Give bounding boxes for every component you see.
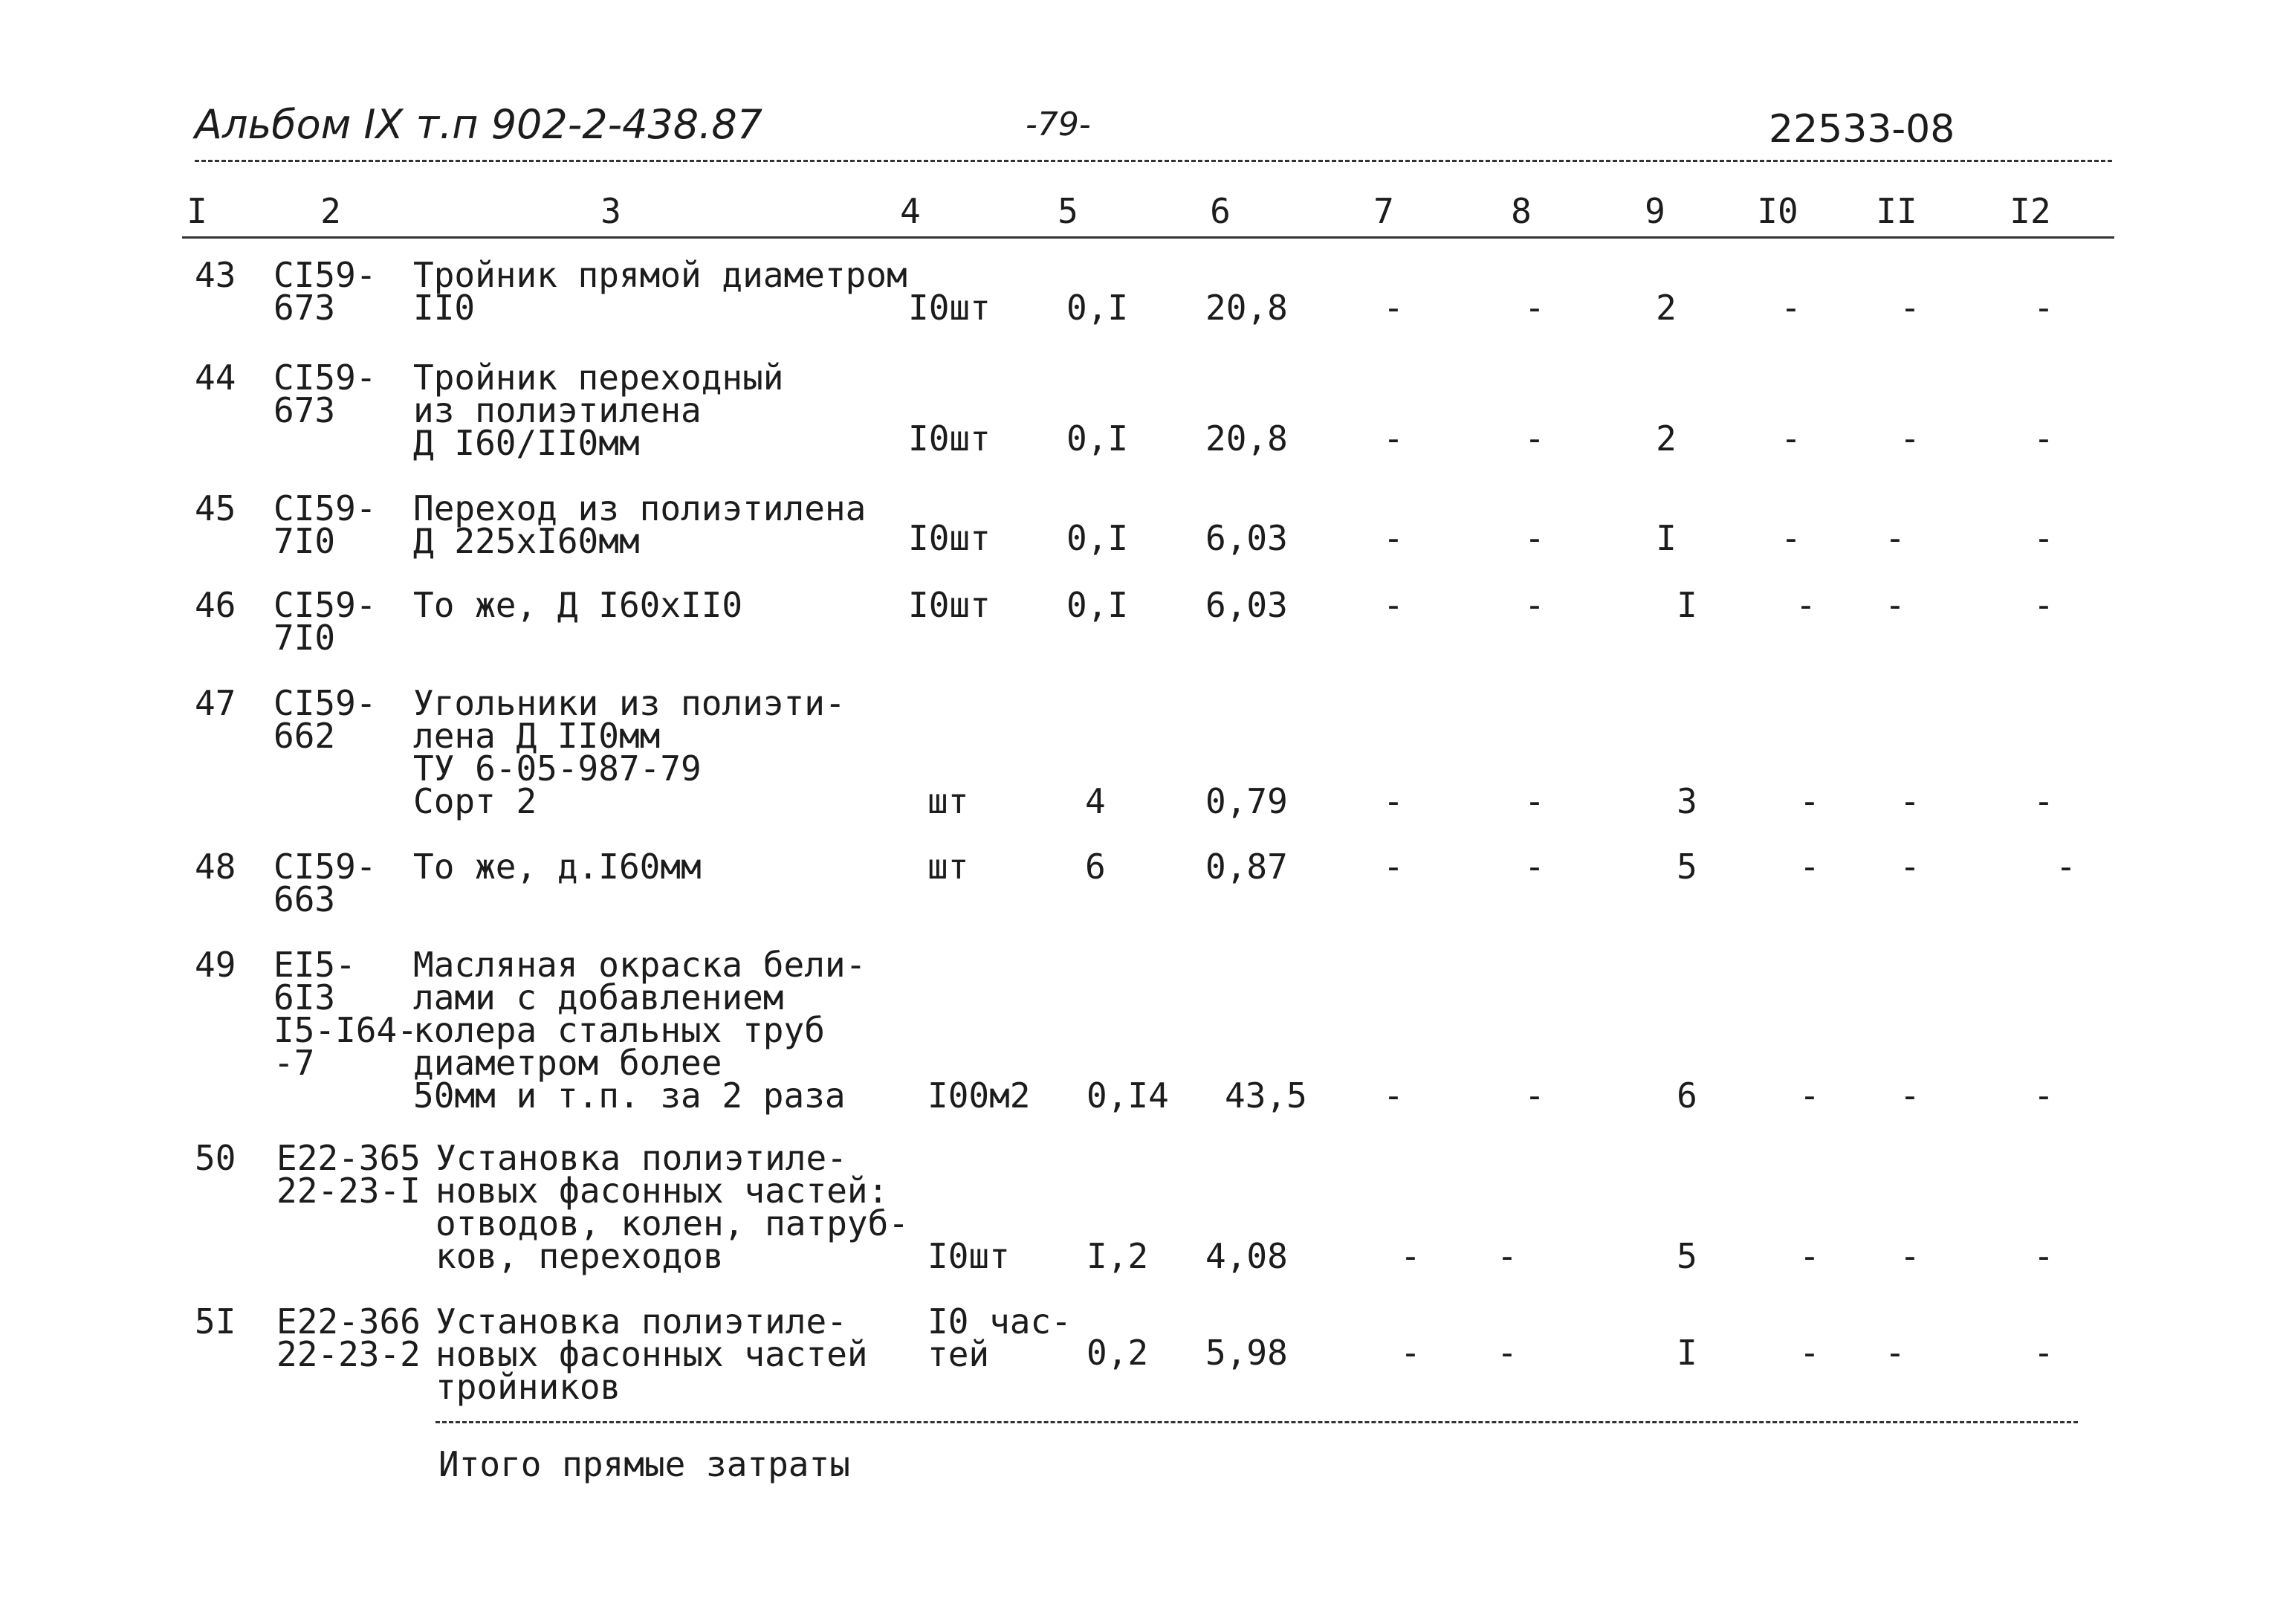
quantity: 0,I xyxy=(1066,418,1129,459)
col12-value: - xyxy=(2033,1075,2054,1116)
col-header-7: 7 xyxy=(1373,191,1394,231)
description-line: ков, переходов xyxy=(435,1236,724,1276)
norm-code-line: CI59- xyxy=(273,358,377,398)
col10-value: - xyxy=(1799,1236,1820,1276)
row-number: 5I xyxy=(195,1301,236,1342)
col-header-5: 5 xyxy=(1058,191,1078,231)
quantity: 0,I xyxy=(1066,288,1129,328)
description-line: Масляная окраска бели- xyxy=(413,945,867,985)
col12-value: - xyxy=(2033,418,2054,459)
col11-value: - xyxy=(1900,781,1920,821)
col7-value: - xyxy=(1383,288,1404,328)
quantity: 0,2 xyxy=(1087,1333,1149,1373)
col9-value: 2 xyxy=(1656,288,1677,328)
col10-value: - xyxy=(1781,288,1801,328)
col12-value: - xyxy=(2033,288,2054,328)
norm-code-line: CI59- xyxy=(273,488,377,528)
norm-code-line: -7 xyxy=(273,1043,315,1083)
description-line: из полиэтилена xyxy=(413,390,702,430)
col8-value: - xyxy=(1497,1333,1518,1373)
col7-value: - xyxy=(1383,518,1404,558)
col9-value: I xyxy=(1656,518,1677,558)
col9-value: I xyxy=(1677,1333,1697,1373)
totals-rule xyxy=(435,1421,2078,1423)
quantity: I,2 xyxy=(1087,1236,1149,1276)
col7-value: - xyxy=(1383,585,1404,625)
col10-value: - xyxy=(1799,847,1820,887)
unit-price: 4,08 xyxy=(1205,1236,1288,1276)
col12-value: - xyxy=(2033,518,2054,558)
col10-value: - xyxy=(1781,418,1801,459)
unit: I0шт xyxy=(908,418,991,459)
norm-code-line: 22-23-2 xyxy=(276,1334,421,1374)
unit-price: 0,79 xyxy=(1205,781,1288,821)
page-number: -79- xyxy=(1026,106,1091,143)
unit-price: 43,5 xyxy=(1225,1075,1307,1116)
row-number: 48 xyxy=(195,847,236,887)
album-reference: Альбом IX т.п 902-2-438.87 xyxy=(195,101,763,148)
col7-value: - xyxy=(1383,418,1404,459)
col8-value: - xyxy=(1497,1236,1518,1276)
unit-line: I0 час- xyxy=(927,1301,1072,1342)
col7-value: - xyxy=(1400,1333,1421,1373)
norm-code-line: CI59- xyxy=(273,255,377,295)
col-header-2: 2 xyxy=(320,191,341,231)
unit: I00м2 xyxy=(927,1075,1031,1116)
row-number: 46 xyxy=(195,585,236,625)
col-header-1: I xyxy=(187,191,207,231)
quantity: 0,I4 xyxy=(1087,1075,1169,1116)
col8-value: - xyxy=(1524,781,1545,821)
unit: шт xyxy=(927,781,969,821)
col7-value: - xyxy=(1383,847,1404,887)
norm-code-line: 7I0 xyxy=(273,521,336,561)
col11-value: - xyxy=(1885,585,1905,625)
quantity: 0,I xyxy=(1066,518,1129,558)
col10-value: - xyxy=(1799,781,1820,821)
col-header-9: 9 xyxy=(1645,191,1665,231)
unit-price: 5,98 xyxy=(1205,1333,1288,1373)
col-header-6: 6 xyxy=(1210,191,1231,231)
row-number: 50 xyxy=(195,1138,236,1178)
col-header-12: I2 xyxy=(2010,191,2051,231)
col7-value: - xyxy=(1383,1075,1404,1116)
norm-code-line: 6I3 xyxy=(273,977,336,1018)
norm-code-line: CI59- xyxy=(273,585,377,625)
col12-value: - xyxy=(2033,781,2054,821)
description-line: колера стальных труб xyxy=(413,1010,825,1050)
row-number: 44 xyxy=(195,358,236,398)
description-line: Переход из полиэтилена xyxy=(413,488,867,528)
header-rule xyxy=(195,160,2112,162)
col11-value: - xyxy=(1885,1333,1905,1373)
description-line: Установка полиэтиле- xyxy=(435,1301,847,1342)
description-line: Тройник прямой диаметром xyxy=(413,255,907,295)
col10-value: - xyxy=(1795,585,1816,625)
norm-code-line: 673 xyxy=(273,390,336,430)
document-code: 22533-08 xyxy=(1769,107,1955,152)
col11-value: - xyxy=(1900,1075,1920,1116)
norm-code-line: 673 xyxy=(273,288,336,328)
col10-value: - xyxy=(1781,518,1801,558)
unit-price: 6,03 xyxy=(1205,518,1288,558)
col-header-8: 8 xyxy=(1511,191,1532,231)
description-line: Установка полиэтиле- xyxy=(435,1138,847,1178)
unit-price: 20,8 xyxy=(1205,288,1288,328)
norm-code-line: E22-365 xyxy=(276,1138,421,1178)
col7-value: - xyxy=(1400,1236,1421,1276)
description-line: Д 225хI60мм xyxy=(413,521,640,561)
col11-value: - xyxy=(1900,1236,1920,1276)
col10-value: - xyxy=(1799,1075,1820,1116)
description-line: ТУ 6-05-987-79 xyxy=(413,748,702,789)
total-label: Итого прямые затраты xyxy=(438,1444,850,1484)
col9-value: 5 xyxy=(1677,847,1697,887)
description-line: Угольники из полиэти- xyxy=(413,683,846,723)
col10-value: - xyxy=(1799,1333,1820,1373)
col12-value: - xyxy=(2056,847,2076,887)
row-number: 49 xyxy=(195,945,236,985)
norm-code-line: CI59- xyxy=(273,683,377,723)
description-line: тройников xyxy=(435,1367,621,1407)
col9-value: 2 xyxy=(1656,418,1677,459)
column-header-rule xyxy=(182,236,2114,239)
description-line: диаметром более xyxy=(413,1043,722,1083)
description-line: Д I60/II0мм xyxy=(413,423,640,463)
row-number: 47 xyxy=(195,683,236,723)
col9-value: I xyxy=(1677,585,1697,625)
norm-code-line: 663 xyxy=(273,879,336,919)
col8-value: - xyxy=(1524,847,1545,887)
col8-value: - xyxy=(1524,288,1545,328)
norm-code-line: 22-23-I xyxy=(276,1171,421,1211)
col11-value: - xyxy=(1900,418,1920,459)
col-header-4: 4 xyxy=(900,191,921,231)
col9-value: 6 xyxy=(1677,1075,1697,1116)
unit-price: 0,87 xyxy=(1205,847,1288,887)
col8-value: - xyxy=(1524,418,1545,459)
description-line: II0 xyxy=(413,288,476,328)
quantity: 6 xyxy=(1085,847,1106,887)
row-number: 43 xyxy=(195,255,236,295)
col12-value: - xyxy=(2033,585,2054,625)
unit: I0шт xyxy=(908,518,991,558)
description-line: То же, д.I60мм xyxy=(413,847,702,887)
unit-line: тей xyxy=(927,1334,990,1374)
description-line: Сорт 2 xyxy=(413,781,537,821)
description-line: отводов, колен, патруб- xyxy=(435,1203,909,1243)
description-line: 50мм и т.п. за 2 раза xyxy=(413,1075,846,1116)
quantity: 0,I xyxy=(1066,585,1129,625)
description-line: Тройник переходный xyxy=(413,358,784,398)
norm-code-line: E22-366 xyxy=(276,1301,421,1342)
description-line: лами с добавлением xyxy=(413,977,784,1018)
col12-value: - xyxy=(2033,1236,2054,1276)
col7-value: - xyxy=(1383,781,1404,821)
col8-value: - xyxy=(1524,585,1545,625)
row-number: 45 xyxy=(195,488,236,528)
description-line: лена Д II0мм xyxy=(413,716,661,756)
col-header-10: I0 xyxy=(1757,191,1798,231)
col11-value: - xyxy=(1900,847,1920,887)
col11-value: - xyxy=(1885,518,1905,558)
col8-value: - xyxy=(1524,1075,1545,1116)
norm-code-line: I5-I64- xyxy=(273,1010,418,1050)
col-header-3: 3 xyxy=(600,191,621,231)
unit: I0шт xyxy=(908,288,991,328)
norm-code-line: 662 xyxy=(273,716,336,756)
unit: шт xyxy=(927,847,969,887)
col9-value: 5 xyxy=(1677,1236,1697,1276)
quantity: 4 xyxy=(1085,781,1106,821)
col8-value: - xyxy=(1524,518,1545,558)
description-line: новых фасонных частей xyxy=(435,1334,868,1374)
unit-price: 6,03 xyxy=(1205,585,1288,625)
col-header-11: II xyxy=(1876,191,1917,231)
norm-code-line: 7I0 xyxy=(273,618,336,658)
norm-code-line: CI59- xyxy=(273,847,377,887)
description-line: новых фасонных частей: xyxy=(435,1171,889,1211)
unit: I0шт xyxy=(927,1236,1010,1276)
norm-code-line: EI5- xyxy=(273,945,356,985)
col12-value: - xyxy=(2033,1333,2054,1373)
col9-value: 3 xyxy=(1677,781,1697,821)
unit: I0шт xyxy=(908,585,991,625)
unit-price: 20,8 xyxy=(1205,418,1288,459)
col11-value: - xyxy=(1900,288,1920,328)
description-line: То же, Д I60хII0 xyxy=(413,585,743,625)
